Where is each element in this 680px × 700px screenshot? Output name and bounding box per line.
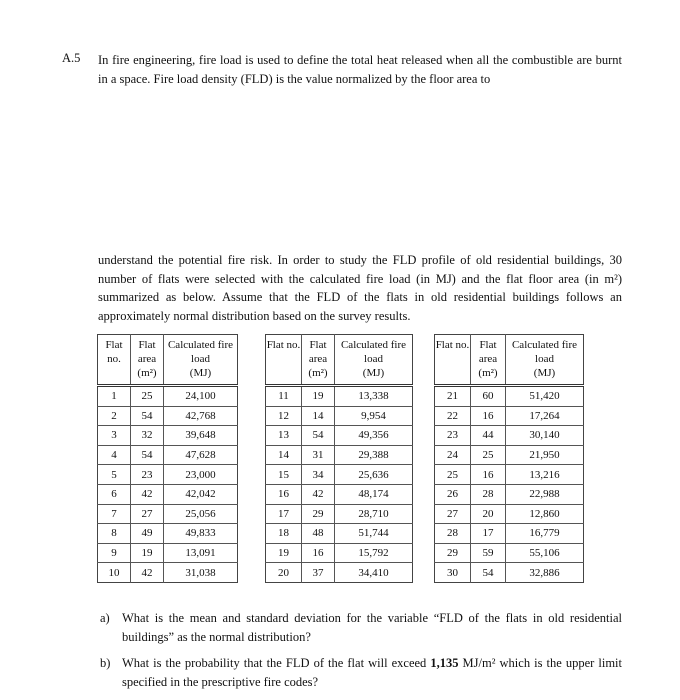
table-row xyxy=(266,563,413,583)
table-row xyxy=(435,445,584,465)
cell-fire-load: 55,106 xyxy=(506,543,584,563)
header-flat-area-text: (m²) xyxy=(308,367,328,379)
cell-fire-load: 16,779 xyxy=(506,524,584,544)
cell-flat-no: 24 xyxy=(435,445,471,465)
header-fire-load xyxy=(164,335,238,386)
cell-flat-no: 22 xyxy=(435,406,471,426)
cell-flat-no: 21 xyxy=(435,386,471,407)
subquestion-b-text-after: MJ/m² which is the upper limit specified in the prescriptive fire codes? xyxy=(122,656,622,689)
cell-fire-load: 24,100 xyxy=(185,390,216,403)
cell-flat-no: 3 xyxy=(98,426,131,446)
cell-flat-no: 16 xyxy=(266,484,302,504)
cell-fire-load: 28,710 xyxy=(335,504,413,524)
header-fire-load-text: Calculated fire load xyxy=(167,339,234,365)
table-row xyxy=(435,524,584,544)
cell-flat-no: 11 xyxy=(266,386,302,407)
table-row xyxy=(435,563,584,583)
cell-flat-area: 27 xyxy=(131,504,164,524)
table-row xyxy=(266,524,413,544)
cell-fire-load: 13,091 xyxy=(164,543,238,563)
cell-fire-load: 30,140 xyxy=(506,426,584,446)
cell-fire-load: 17,264 xyxy=(506,406,584,426)
cell-flat-no: 7 xyxy=(98,504,131,524)
header-fire-load xyxy=(506,335,584,386)
cell-flat-no: 30 xyxy=(435,563,471,583)
cell-flat-area: 20 xyxy=(471,504,506,524)
cell-fire-load: 25,056 xyxy=(164,504,238,524)
cell-flat-no: 27 xyxy=(435,504,471,524)
cell-flat-no: 8 xyxy=(98,524,131,544)
table-row xyxy=(266,386,413,407)
cell-flat-no: 20 xyxy=(266,563,302,583)
subquestion-a-label: a) xyxy=(100,611,110,625)
table-row xyxy=(98,524,238,544)
header-flat-area-text: Flat area xyxy=(478,339,498,365)
cell-flat-no: 23 xyxy=(435,426,471,446)
cell-flat-area: 23 xyxy=(131,465,164,485)
header-fire-load-text: (MJ) xyxy=(189,367,212,379)
cell-flat-area: 16 xyxy=(302,543,335,563)
table-row xyxy=(98,386,238,407)
subquestion-b-text xyxy=(122,654,622,692)
cell-flat-area: 54 xyxy=(131,406,164,426)
subquestion-a-text: What is the mean and standard deviation for the variable “FLD of the flats in old residential buildings” as the normal distribution? xyxy=(122,611,622,644)
cell-fire-load: 31,038 xyxy=(164,563,238,583)
cell-flat-area: 31 xyxy=(302,445,335,465)
table-row xyxy=(266,504,413,524)
table-row xyxy=(98,543,238,563)
cell-fire-load: 32,886 xyxy=(506,563,584,583)
cell-flat-no: 18 xyxy=(266,524,302,544)
cell-flat-no: 4 xyxy=(98,445,131,465)
cell-flat-area: 42 xyxy=(302,484,335,504)
cell-flat-no: 17 xyxy=(266,504,302,524)
cell-fire-load: 15,792 xyxy=(335,543,413,563)
table-row xyxy=(98,445,238,465)
header-flat-area-text: (m²) xyxy=(478,367,498,379)
table-row xyxy=(435,504,584,524)
table-row xyxy=(435,543,584,563)
cell-flat-area: 16 xyxy=(471,406,506,426)
question-number: A.5 xyxy=(62,51,81,65)
cell-fire-load: 25,636 xyxy=(335,465,413,485)
cell-fire-load: 29,388 xyxy=(335,445,413,465)
header-flat-no-text: Flat no. xyxy=(266,339,301,351)
cell-flat-area: 59 xyxy=(471,543,506,563)
cell-flat-area: 42 xyxy=(131,484,164,504)
header-flat-area-text: Flat area xyxy=(308,339,328,365)
table-row xyxy=(435,406,584,426)
cell-flat-area: 42 xyxy=(131,563,164,583)
header-flat-area-text: (m²) xyxy=(137,367,157,379)
header-flat-no-text: Flat no. xyxy=(435,339,470,351)
subquestion-b-text-before: What is the probability that the FLD of the flat will exceed xyxy=(122,656,431,670)
header-fire-load-text: Calculated fire load xyxy=(340,339,407,365)
fire-load-table-2 xyxy=(265,334,413,583)
cell-fire-load: 22,988 xyxy=(506,484,584,504)
cell-flat-area: 54 xyxy=(131,445,164,465)
cell-flat-no: 28 xyxy=(435,524,471,544)
header-flat-area xyxy=(302,335,335,386)
cell-flat-area: 14 xyxy=(302,406,335,426)
cell-fire-load: 13,216 xyxy=(506,465,584,485)
header-flat-no-text: Flat no. xyxy=(105,339,123,365)
header-flat-no xyxy=(266,335,302,386)
cell-flat-no: 9 xyxy=(98,543,131,563)
header-flat-no xyxy=(98,335,131,386)
cell-fire-load: 48,174 xyxy=(335,484,413,504)
cell-fire-load: 9,954 xyxy=(335,406,413,426)
cell-flat-area: 29 xyxy=(302,504,335,524)
table-row xyxy=(266,406,413,426)
cell-flat-no: 6 xyxy=(98,484,131,504)
cell-flat-area: 19 xyxy=(131,543,164,563)
table-row xyxy=(435,386,584,407)
fld-limit-value: 1,135 xyxy=(430,656,459,670)
cell-flat-area: 34 xyxy=(302,465,335,485)
cell-flat-no: 29 xyxy=(435,543,471,563)
table-row xyxy=(98,563,238,583)
cell-flat-area: 37 xyxy=(302,563,335,583)
cell-flat-area: 28 xyxy=(471,484,506,504)
cell-fire-load: 23,000 xyxy=(164,465,238,485)
table-row xyxy=(98,426,238,446)
cell-fire-load: 49,833 xyxy=(164,524,238,544)
fire-load-table-1 xyxy=(97,334,238,583)
cell-fire-load: 47,628 xyxy=(164,445,238,465)
cell-flat-area: 19 xyxy=(302,386,335,407)
cell-flat-area: 25 xyxy=(131,386,164,407)
header-flat-area-text: Flat area xyxy=(137,339,157,365)
cell-flat-no: 10 xyxy=(98,563,131,583)
subquestion-b xyxy=(100,654,622,692)
cell-flat-area: 49 xyxy=(131,524,164,544)
cell-fire-load: 49,356 xyxy=(335,426,413,446)
subquestion-b-label: b) xyxy=(100,656,111,670)
table-row xyxy=(98,465,238,485)
cell-flat-area: 48 xyxy=(302,524,335,544)
table-row xyxy=(98,504,238,524)
cell-flat-no: 19 xyxy=(266,543,302,563)
cell-flat-area: 25 xyxy=(471,445,506,465)
cell-flat-area: 60 xyxy=(471,386,506,407)
cell-flat-area: 17 xyxy=(471,524,506,544)
cell-fire-load: 42,768 xyxy=(164,406,238,426)
cell-flat-area: 54 xyxy=(471,563,506,583)
cell-fire-load: 51,420 xyxy=(529,390,560,403)
cell-flat-area: 16 xyxy=(471,465,506,485)
cell-fire-load: 21,950 xyxy=(506,445,584,465)
question-paragraph-1: In fire engineering, fire load is used to define the total heat released when all the combustible are burnt in a space. Fire load density (FLD) is the value normalized by the floor area to xyxy=(98,53,622,86)
cell-flat-no: 2 xyxy=(98,406,131,426)
cell-fire-load: 42,042 xyxy=(164,484,238,504)
fire-load-table-3 xyxy=(434,334,584,583)
header-flat-no xyxy=(435,335,471,386)
header-flat-area xyxy=(131,335,164,386)
cell-fire-load: 51,744 xyxy=(335,524,413,544)
table-row xyxy=(435,484,584,504)
cell-flat-no: 12 xyxy=(266,406,302,426)
cell-flat-no: 5 xyxy=(98,465,131,485)
cell-flat-no: 13 xyxy=(266,426,302,446)
table-row xyxy=(435,465,584,485)
table-row xyxy=(266,484,413,504)
cell-flat-no: 1 xyxy=(98,386,131,407)
table-row xyxy=(266,465,413,485)
cell-flat-area: 32 xyxy=(131,426,164,446)
cell-flat-no: 15 xyxy=(266,465,302,485)
cell-flat-no: 14 xyxy=(266,445,302,465)
cell-flat-no: 25 xyxy=(435,465,471,485)
cell-fire-load: 13,338 xyxy=(358,390,389,403)
header-fire-load xyxy=(335,335,413,386)
table-row xyxy=(435,426,584,446)
header-fire-load-text: (MJ) xyxy=(533,367,556,379)
header-fire-load-text: Calculated fire load xyxy=(511,339,578,365)
header-flat-area xyxy=(471,335,506,386)
cell-fire-load: 12,860 xyxy=(506,504,584,524)
table-row xyxy=(98,406,238,426)
table-row xyxy=(266,445,413,465)
cell-flat-area: 54 xyxy=(302,426,335,446)
subquestion-a xyxy=(100,609,622,647)
table-row xyxy=(266,543,413,563)
header-fire-load-text: (MJ) xyxy=(362,367,385,379)
cell-flat-no: 26 xyxy=(435,484,471,504)
question-paragraph-2: understand the potential fire risk. In order to study the FLD profile of old residential buildings, 30 number of flats were selected with the calculated fire load (in MJ) and the flat floor area (in m²) summarized as below. Assume that the FLD of the flats in old residential buildings follows an approximately normal distribution based on the survey results. xyxy=(98,253,622,323)
cell-fire-load: 34,410 xyxy=(335,563,413,583)
table-row xyxy=(266,426,413,446)
cell-flat-area: 44 xyxy=(471,426,506,446)
cell-fire-load: 39,648 xyxy=(164,426,238,446)
table-row xyxy=(98,484,238,504)
